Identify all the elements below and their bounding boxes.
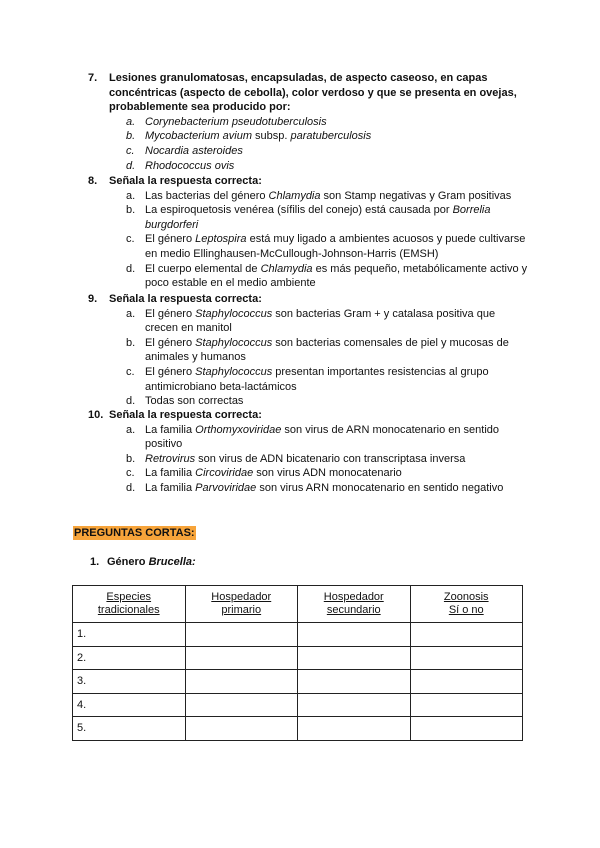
italic-term: Orthomyxoviridae: [195, 423, 282, 436]
option-text-part: son bacterias Gram + y catalasa positiva que crecen en manitol: [145, 307, 499, 335]
row-number-cell: 2.: [73, 646, 186, 670]
table-row: [73, 717, 523, 741]
option-label: b.: [126, 336, 136, 349]
table-cell: [410, 717, 523, 741]
option-text-part: La espiroquetosis venérea (sífilis del conejo) está causada por: [145, 204, 453, 217]
option-text: [145, 481, 528, 496]
option-label: d.: [126, 262, 136, 275]
option-text-part: La familia: [145, 423, 196, 436]
question-number: 9.: [88, 293, 98, 305]
option-text-part: El género: [145, 233, 196, 246]
question-number: 8.: [88, 175, 98, 187]
short-question-prefix: Género: [107, 556, 149, 568]
table-cell: [410, 670, 523, 694]
option-text-part: El género: [145, 365, 196, 378]
options-list: [88, 115, 528, 173]
italic-term: Staphylococcus: [195, 307, 273, 320]
question-number: 10.: [88, 409, 104, 421]
option-label: c.: [126, 144, 135, 157]
table-cell: [298, 623, 411, 647]
italic-term: Mycobacterium avium: [145, 130, 252, 143]
table-cell: [410, 693, 523, 717]
table-cell: [410, 623, 523, 647]
question-7: [88, 71, 528, 173]
header-hospedador-primario: Hospedador primario: [185, 586, 298, 623]
option-item: [126, 159, 528, 174]
option-item: [126, 203, 528, 232]
header-especies: Especies tradicionales: [73, 586, 186, 623]
option-item: [126, 466, 528, 481]
option-item: [126, 129, 528, 144]
row-number-cell: 4.: [73, 693, 186, 717]
option-text-part: La familia: [145, 481, 196, 494]
option-label: c.: [126, 233, 135, 246]
option-text: [145, 307, 528, 336]
italic-term: paratuberculosis: [290, 130, 372, 143]
header-hospedador-secundario: Hospedador secundario: [298, 586, 411, 623]
italic-term: Rhodococcus ovis: [145, 159, 235, 172]
option-text-part: Las bacterias del género: [145, 189, 269, 202]
option-text-part: son virus ARN monocatenario en sentido negativo: [256, 481, 504, 494]
option-label: a.: [126, 115, 136, 128]
option-label: c.: [126, 365, 135, 378]
italic-term: Corynebacterium pseudotuberculosis: [145, 115, 327, 128]
table-row: [73, 623, 523, 647]
italic-term: Parvoviridae: [195, 481, 257, 494]
option-text-part: está muy ligado a ambientes acuosos y puede cultivarse en medio Ellinghausen-McCullough-Johnson-Harris (EMSH): [145, 233, 529, 260]
question-heading: [88, 174, 528, 189]
options-list: [88, 423, 528, 496]
option-item: [126, 365, 528, 394]
table-cell: [185, 670, 298, 694]
option-text-part: subsp.: [251, 130, 291, 143]
option-text: [145, 232, 528, 261]
option-text-part: son Stamp negativas y Gram positivas: [320, 189, 512, 202]
option-text: [145, 466, 528, 481]
option-text: [145, 394, 528, 409]
option-label: c.: [126, 467, 135, 480]
option-text-part: El género: [145, 307, 196, 320]
option-label: b.: [126, 452, 136, 465]
table-cell: [410, 646, 523, 670]
option-text-part: El cuerpo elemental de: [145, 262, 261, 275]
question-heading: [88, 408, 528, 423]
option-text: [145, 262, 531, 291]
option-text-part: son virus ADN monocatenario: [253, 467, 402, 480]
options-list: [88, 189, 531, 291]
italic-term: Circoviridae: [195, 467, 254, 480]
row-number-cell: 1.: [73, 623, 186, 647]
option-label: b.: [126, 204, 136, 217]
table-cell: [298, 717, 411, 741]
italic-term: Chlamydia: [268, 189, 321, 202]
option-text: [145, 189, 528, 204]
table-cell: [185, 646, 298, 670]
table-cell: [185, 717, 298, 741]
option-label: a.: [126, 189, 136, 202]
option-item: [126, 189, 528, 204]
option-label: a.: [126, 423, 136, 436]
table-cell: [298, 670, 411, 694]
option-text-part: son virus de ARN monocatenario en sentido positivo: [145, 423, 503, 451]
option-text: [145, 336, 528, 365]
option-label: b.: [126, 130, 136, 143]
option-label: d.: [126, 159, 136, 172]
option-item: [126, 336, 528, 365]
option-text-part: son virus de ADN bicatenario con transcriptasa inversa: [195, 452, 466, 465]
option-item: [126, 394, 528, 409]
option-label: d.: [126, 395, 136, 408]
question-8: [88, 174, 531, 291]
option-item: [126, 452, 528, 467]
italic-term: Leptospira: [195, 233, 247, 246]
italic-term: Chlamydia: [260, 262, 313, 275]
brucella-table: [72, 585, 523, 741]
question-10: [88, 408, 528, 496]
option-text-part: es más pequeño, metabólicamente activo y poco estable en el medio ambiente: [145, 262, 531, 290]
question-heading: [88, 71, 528, 115]
option-text-part: El género: [145, 336, 196, 349]
option-text: [145, 365, 528, 394]
option-text: [145, 129, 528, 144]
question-heading: [88, 292, 528, 307]
option-text: [145, 452, 528, 467]
option-label: a.: [126, 307, 136, 320]
italic-term: Nocardia asteroides: [145, 144, 243, 157]
short-question-number: 1.: [90, 556, 100, 568]
row-number-cell: 5.: [73, 717, 186, 741]
option-text-part: son bacterias comensales de piel y mucosas de animales y humanos: [145, 336, 512, 364]
question-text: Señala la respuesta correcta:: [109, 409, 262, 421]
question-text: Señala la respuesta correcta:: [109, 175, 262, 187]
table-cell: [298, 646, 411, 670]
question-text: Lesiones granulomatosas, encapsuladas, de aspecto caseoso, en capas concéntricas (aspecto de cebolla), color verdoso y que se presenta en ovejas, probablemente sea producido por:: [109, 72, 517, 114]
italic-term: Retrovirus: [145, 452, 196, 465]
question-number: 7.: [88, 72, 98, 84]
option-item: [126, 144, 528, 159]
section-title: PREGUNTAS CORTAS:: [74, 527, 195, 539]
option-text: [145, 144, 528, 159]
option-text-part: La familia: [145, 467, 196, 480]
question-text: Señala la respuesta correcta:: [109, 293, 262, 305]
row-number-cell: 3.: [73, 670, 186, 694]
italic-term: Staphylococcus: [195, 365, 273, 378]
table-row: [73, 646, 523, 670]
option-text: [145, 159, 528, 174]
short-question-1: [90, 556, 196, 568]
table-header-row: [73, 586, 523, 623]
table-cell: [185, 623, 298, 647]
options-list: [88, 307, 528, 409]
italic-term: Borrelia burgdorferi: [145, 204, 494, 231]
table-cell: [185, 693, 298, 717]
option-text: [145, 203, 528, 232]
option-item: [126, 115, 528, 130]
option-item: [126, 481, 528, 496]
option-item: [126, 232, 528, 261]
option-item: [126, 307, 528, 336]
option-text: [145, 115, 528, 130]
question-9: [88, 292, 528, 409]
option-item: [126, 423, 528, 452]
header-zoonosis: Zoonosis Sí o no: [410, 586, 523, 623]
option-text-part: Todas son correctas: [145, 395, 244, 408]
table-row: [73, 670, 523, 694]
option-item: [126, 262, 531, 291]
option-label: d.: [126, 481, 136, 494]
table-row: [73, 693, 523, 717]
short-question-italic: Brucella:: [148, 556, 196, 568]
italic-term: Staphylococcus: [195, 336, 273, 349]
option-text-part: presentan importantes resistencias al grupo antimicrobiano beta-lactámicos: [145, 365, 492, 393]
option-text: [145, 423, 528, 452]
table-cell: [298, 693, 411, 717]
